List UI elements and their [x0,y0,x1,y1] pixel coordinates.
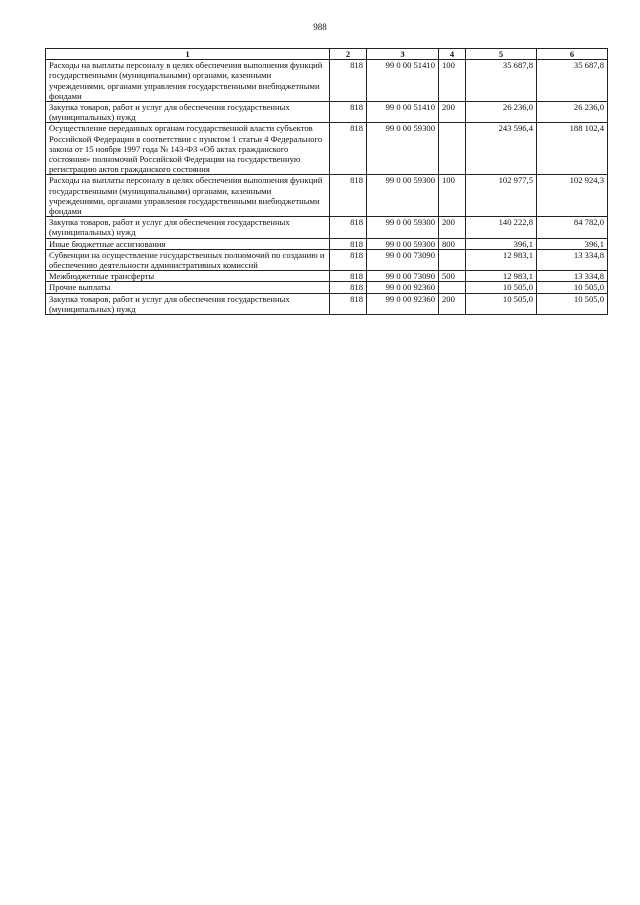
header-col-5: 5 [466,49,537,60]
table-row [46,271,608,282]
cell-sum-2: 13 334,8 [537,271,608,282]
cell-sum-1: 12 983,1 [466,271,537,282]
cell-name: Расходы на выплаты персоналу в целях обеспечения выполнения функций государственными (муниципальными) органами, казенными учреждениями, органами управления государственными внебюджетными фондами [46,60,330,102]
cell-sum-2: 26 236,0 [537,102,608,123]
cell-sum-1: 102 977,5 [466,175,537,217]
cell-name: Расходы на выплаты персоналу в целях обеспечения выполнения функций государственными (муниципальными) органами, казенными учреждениями, органами управления государственными внебюджетными фондами [46,175,330,217]
table-row [46,249,608,270]
cell-sum-2: 188 102,4 [537,123,608,175]
cell-sum-1: 243 596,4 [466,123,537,175]
cell-vr: 100 [439,60,466,102]
page-number: 988 [313,22,327,32]
header-col-1: 1 [46,49,330,60]
table-row [46,123,608,175]
cell-code: 818 [330,249,367,270]
cell-csr: 99 0 00 73090 [367,271,439,282]
cell-vr: 200 [439,293,466,314]
cell-vr: 500 [439,271,466,282]
cell-name: Закупка товаров, работ и услуг для обеспечения государственных (муниципальных) нужд [46,293,330,314]
cell-sum-1: 12 983,1 [466,249,537,270]
budget-table [45,48,608,315]
cell-name: Межбюджетные трансферты [46,271,330,282]
cell-csr: 99 0 00 59300 [367,217,439,238]
cell-vr [439,123,466,175]
cell-sum-2: 10 505,0 [537,282,608,293]
cell-sum-1: 10 505,0 [466,282,537,293]
cell-vr [439,249,466,270]
cell-csr: 99 0 00 92360 [367,282,439,293]
cell-name: Иные бюджетные ассигнования [46,238,330,249]
table-row [46,282,608,293]
header-col-3: 3 [367,49,439,60]
cell-vr [439,282,466,293]
cell-sum-2: 35 687,8 [537,60,608,102]
cell-code: 818 [330,217,367,238]
table-header-row [46,49,608,60]
cell-vr: 100 [439,175,466,217]
cell-vr: 800 [439,238,466,249]
cell-code: 818 [330,293,367,314]
cell-csr: 99 0 00 59300 [367,123,439,175]
table-row [46,60,608,102]
table-row [46,293,608,314]
cell-csr: 99 0 00 59300 [367,175,439,217]
cell-sum-2: 102 924,3 [537,175,608,217]
cell-sum-1: 10 505,0 [466,293,537,314]
cell-sum-1: 35 687,8 [466,60,537,102]
header-col-4: 4 [439,49,466,60]
table-body [46,60,608,315]
header-col-6: 6 [537,49,608,60]
cell-csr: 99 0 00 73090 [367,249,439,270]
cell-name: Осуществление переданных органам государственной власти субъектов Российской Федерации в соответствии с пунктом 1 статьи 4 Федерального закона от 15 ноября 1997 года № 143-ФЗ «Об актах гражданского состояния» полномочий Российской Федерации на государственную регистрацию актов гражданского состояния [46,123,330,175]
table-row [46,217,608,238]
cell-code: 818 [330,282,367,293]
cell-vr: 200 [439,217,466,238]
cell-csr: 99 0 00 51410 [367,102,439,123]
cell-sum-1: 396,1 [466,238,537,249]
cell-code: 818 [330,60,367,102]
cell-code: 818 [330,102,367,123]
cell-code: 818 [330,271,367,282]
cell-sum-1: 26 236,0 [466,102,537,123]
header-col-2: 2 [330,49,367,60]
cell-code: 818 [330,123,367,175]
cell-name: Закупка товаров, работ и услуг для обеспечения государственных (муниципальных) нужд [46,217,330,238]
cell-csr: 99 0 00 51410 [367,60,439,102]
cell-sum-2: 13 334,8 [537,249,608,270]
table-row [46,175,608,217]
table-row [46,102,608,123]
table-row [46,238,608,249]
cell-vr: 200 [439,102,466,123]
cell-csr: 99 0 00 92360 [367,293,439,314]
cell-name: Закупка товаров, работ и услуг для обеспечения государственных (муниципальных) нужд [46,102,330,123]
cell-name: Прочие выплаты [46,282,330,293]
cell-name: Субвенции на осуществление государственных полномочий по созданию и обеспечению деятельности административных комиссий [46,249,330,270]
cell-sum-2: 10 505,0 [537,293,608,314]
cell-csr: 99 0 00 59300 [367,238,439,249]
cell-code: 818 [330,175,367,217]
cell-sum-2: 84 782,0 [537,217,608,238]
cell-sum-2: 396,1 [537,238,608,249]
cell-sum-1: 140 222,8 [466,217,537,238]
cell-code: 818 [330,238,367,249]
